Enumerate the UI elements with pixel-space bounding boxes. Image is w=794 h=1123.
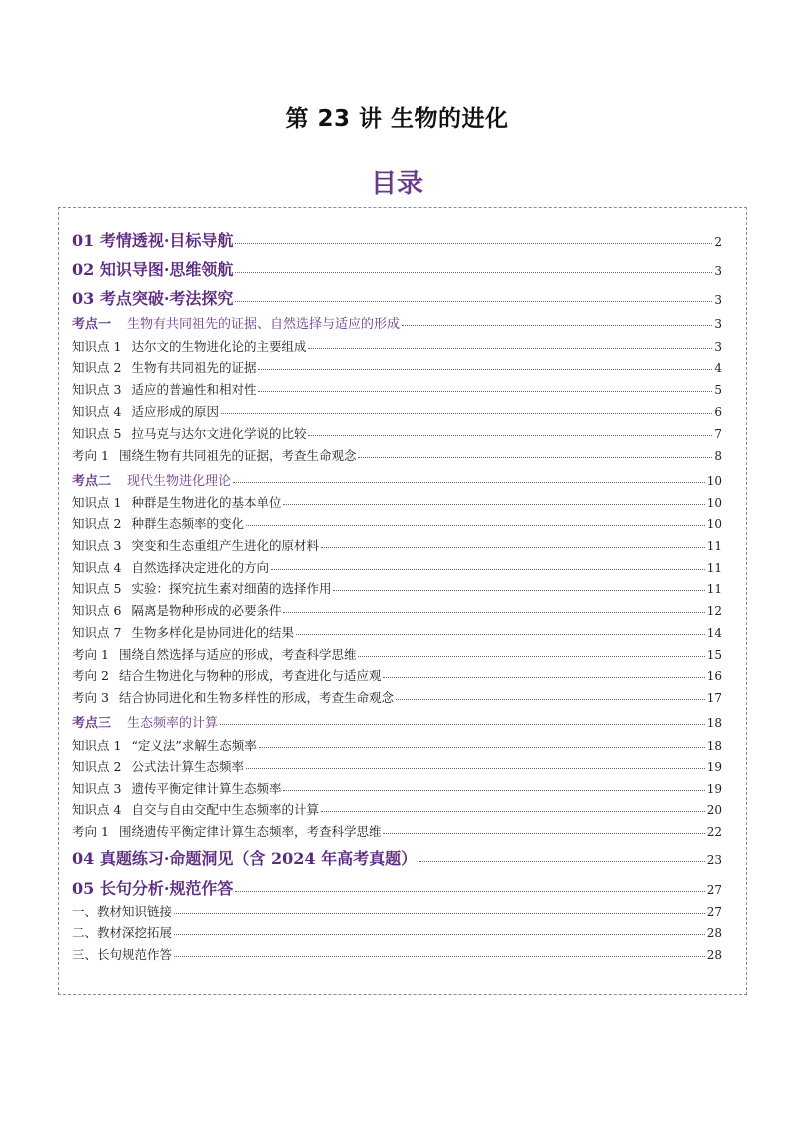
- toc-entry-prefix: 考点三: [72, 716, 112, 731]
- toc-entry-prefix: 01 考情透视·目标导航: [72, 231, 234, 250]
- toc-entry-text: 遗传平衡定律计算生态频率: [131, 781, 282, 796]
- toc-entry-text: 生物有共同祖先的证据: [131, 360, 257, 375]
- toc-entry-label: [72, 645, 356, 663]
- toc-page-number: 28: [706, 948, 722, 962]
- toc-entry[interactable]: [72, 558, 722, 576]
- toc-entry-text: 拉马克与达尔文进化学说的比较: [131, 426, 307, 441]
- toc-entry[interactable]: [72, 902, 722, 920]
- toc-leader-dots: [221, 413, 712, 414]
- toc-entry-label: [72, 470, 231, 489]
- toc-entry-text: 自然选择决定进化的方向: [131, 560, 269, 575]
- toc-leader-dots: [174, 934, 705, 935]
- toc-leader-dots: [271, 569, 705, 570]
- toc-entry-text: 围绕自然选择与适应的形成，考查科学思维: [118, 647, 357, 662]
- toc-entry[interactable]: [72, 313, 722, 332]
- toc-entry-prefix: 知识点 3: [72, 781, 122, 796]
- toc-entry[interactable]: [72, 493, 722, 511]
- toc-leader-dots: [308, 348, 712, 349]
- toc-leader-dots: [283, 504, 704, 505]
- toc-entry-prefix: 知识点 4: [72, 802, 122, 817]
- toc-entry[interactable]: [72, 945, 722, 963]
- toc-entry-prefix: 考向 1: [72, 824, 109, 839]
- toc-entry-label: [72, 688, 394, 706]
- toc-entry[interactable]: [72, 757, 722, 775]
- toc-entry[interactable]: [72, 688, 722, 706]
- toc-entry-prefix: 知识点 5: [72, 426, 122, 441]
- toc-entry[interactable]: [72, 337, 722, 355]
- toc-leader-dots: [283, 790, 704, 791]
- toc-entry-prefix: 考点二: [72, 474, 112, 489]
- toc-page-number: 4: [714, 361, 722, 375]
- toc-entry[interactable]: [72, 876, 722, 899]
- toc-page-number: 19: [706, 760, 722, 774]
- toc-entry-label: [72, 514, 244, 532]
- toc-entry-text: 适应形成的原因: [131, 404, 219, 419]
- toc-leader-dots: [383, 833, 704, 834]
- toc-entry[interactable]: [72, 712, 722, 731]
- toc-leader-dots: [235, 301, 712, 302]
- toc-entry-label: [72, 337, 306, 355]
- toc-entry-label: [72, 286, 233, 309]
- toc-leader-dots: [246, 525, 705, 526]
- toc-entry[interactable]: [72, 923, 722, 941]
- toc-entry-prefix: 05 长句分析·规范作答: [72, 879, 234, 898]
- toc-entry[interactable]: [72, 536, 722, 554]
- toc-entry-label: [72, 228, 233, 251]
- toc-entry-text: 种群生态频率的变化: [131, 516, 244, 531]
- toc-entry-label: [72, 800, 319, 818]
- toc-entry-label: [72, 666, 381, 684]
- toc-leader-dots: [220, 724, 705, 725]
- toc-page-number: 20: [706, 803, 722, 817]
- toc-leader-dots: [246, 768, 705, 769]
- toc-entry[interactable]: [72, 470, 722, 489]
- toc-leader-dots: [419, 861, 705, 862]
- toc-entry-label: [72, 446, 356, 464]
- toc-entry-label: [72, 736, 257, 754]
- toc-entry[interactable]: [72, 779, 722, 797]
- toc-leader-dots: [258, 369, 712, 370]
- toc-leader-dots: [235, 272, 712, 273]
- toc-page-number: 5: [714, 383, 722, 397]
- toc-entry-prefix: 考向 3: [72, 690, 109, 705]
- toc-leader-dots: [308, 435, 712, 436]
- toc-entry-label: [72, 923, 172, 941]
- toc-entry-label: [72, 424, 306, 442]
- toc-entry-prefix: 知识点 2: [72, 360, 122, 375]
- toc-entry[interactable]: [72, 424, 722, 442]
- toc-entry-prefix: 知识点 1: [72, 495, 122, 510]
- toc-entry-prefix: 知识点 4: [72, 560, 122, 575]
- toc-entry-text: 达尔文的生物进化论的主要组成: [131, 339, 307, 354]
- toc-leader-dots: [333, 590, 704, 591]
- toc-entry-prefix: 考向 1: [72, 448, 109, 463]
- toc-page-number: 27: [706, 883, 722, 897]
- toc-entry-prefix: 知识点 2: [72, 516, 122, 531]
- toc-entry-label: [72, 757, 244, 775]
- toc-entry[interactable]: [72, 601, 722, 619]
- toc-entry-label: [72, 402, 219, 420]
- toc-leader-dots: [283, 612, 704, 613]
- toc-page-number: 17: [706, 691, 722, 705]
- toc-leader-dots: [258, 391, 712, 392]
- toc-entry-label: [72, 779, 281, 797]
- toc-entry-prefix: 知识点 4: [72, 404, 122, 419]
- toc-entry-text: 公式法计算生态频率: [131, 759, 244, 774]
- toc-entry-text: 适应的普遍性和相对性: [131, 382, 257, 397]
- toc-entry-label: [72, 846, 417, 869]
- toc-leader-dots: [402, 325, 712, 326]
- toc-leader-dots: [235, 891, 704, 892]
- toc-leader-dots: [321, 547, 705, 548]
- toc-entry-text: 隔离是物种形成的必要条件: [131, 603, 282, 618]
- toc-entry[interactable]: [72, 286, 722, 309]
- toc-entry-label: [72, 536, 319, 554]
- toc-page-number: 18: [706, 739, 722, 753]
- toc-entry[interactable]: [72, 645, 722, 663]
- toc-page-number: 8: [714, 449, 722, 463]
- toc-entry-label: [72, 380, 256, 398]
- toc-entry-label: [72, 945, 172, 963]
- toc-page-number: 12: [706, 604, 722, 618]
- toc-entry-prefix: 知识点 1: [72, 738, 122, 753]
- toc-entry-label: [72, 558, 269, 576]
- toc-entry-prefix: 考点一: [72, 317, 112, 332]
- toc-entry-text: 围绕生物有共同祖先的证据，考查生命观念: [118, 448, 357, 463]
- toc-entry-label: [72, 257, 233, 280]
- toc-page-number: 28: [706, 926, 722, 940]
- toc-leader-dots: [174, 956, 705, 957]
- toc-entry-prefix: 04 真题练习·命题洞见（含 2024 年高考真题）: [72, 849, 418, 868]
- toc-entry-prefix: 考向 1: [72, 647, 109, 662]
- toc-leader-dots: [396, 699, 705, 700]
- toc-entry-text: 现代生物进化理论: [127, 474, 232, 489]
- toc-entry-prefix: 知识点 3: [72, 538, 122, 553]
- toc-entry-label: [72, 623, 294, 641]
- toc-entry-prefix: 知识点 6: [72, 603, 122, 618]
- toc-entry-prefix: 二、教材深挖拓展: [72, 925, 173, 940]
- toc-page-number: 18: [706, 716, 722, 730]
- toc-page-number: 15: [706, 648, 722, 662]
- toc-leader-dots: [358, 656, 704, 657]
- toc-entry-prefix: 知识点 1: [72, 339, 122, 354]
- toc-entry[interactable]: [72, 800, 722, 818]
- toc-page-number: 10: [706, 496, 722, 510]
- toc-entry-text: 生物多样化是协同进化的结果: [131, 625, 294, 640]
- toc-entry-label: [72, 579, 331, 597]
- toc-entry-text: “定义法”求解生态频率: [131, 738, 257, 753]
- toc-page-number: 22: [706, 825, 722, 839]
- toc-entry-prefix: 知识点 7: [72, 625, 122, 640]
- toc-entry[interactable]: [72, 228, 722, 251]
- toc-entry-label: [72, 712, 218, 731]
- toc-entry-label: [72, 601, 281, 619]
- toc-entry-text: 生物有共同祖先的证据、自然选择与适应的形成: [127, 317, 401, 332]
- toc-entry-label: [72, 902, 172, 920]
- toc-entry-text: 生态频率的计算: [127, 716, 219, 731]
- toc-entry-prefix: 知识点 2: [72, 759, 122, 774]
- toc-entry-prefix: 考向 2: [72, 668, 109, 683]
- toc-entry-label: [72, 822, 381, 840]
- toc-entry[interactable]: [72, 822, 722, 840]
- toc-entry-prefix: 知识点 5: [72, 581, 122, 596]
- toc-entry[interactable]: [72, 514, 722, 532]
- toc-page-number: 10: [706, 474, 722, 488]
- toc-page-number: 14: [706, 626, 722, 640]
- toc-entry-label: [72, 358, 256, 376]
- toc-entry-text: 种群是生物进化的基本单位: [131, 495, 282, 510]
- toc-entry[interactable]: [72, 623, 722, 641]
- toc-entry[interactable]: [72, 380, 722, 398]
- toc-page-number: 10: [706, 517, 722, 531]
- toc-page-number: 11: [706, 561, 722, 575]
- toc-heading: 目录: [370, 169, 423, 199]
- toc-entry[interactable]: [72, 402, 722, 420]
- toc-entry[interactable]: [72, 846, 722, 869]
- toc-entry-text: 结合协同进化和生物多样性的形成，考查生命观念: [118, 690, 394, 705]
- toc-entry-text: 自交与自由交配中生态频率的计算: [131, 802, 319, 817]
- toc-leader-dots: [174, 913, 705, 914]
- toc-page-number: 3: [714, 264, 722, 278]
- toc-page-number: 7: [714, 427, 722, 441]
- toc-entry-text: 围绕遗传平衡定律计算生态频率，考查科学思维: [118, 824, 382, 839]
- toc-entry-label: [72, 876, 233, 899]
- toc-entry-prefix: 03 考点突破·考法探究: [72, 289, 234, 308]
- toc-entry-label: [72, 493, 281, 511]
- toc-leader-dots: [383, 677, 704, 678]
- toc-page-number: 16: [706, 669, 722, 683]
- toc-page-number: 19: [706, 782, 722, 796]
- toc-entry[interactable]: [72, 257, 722, 280]
- toc-entry-prefix: 一、教材知识链接: [72, 904, 173, 919]
- toc-leader-dots: [235, 243, 712, 244]
- toc-entry-text: 实验：探究抗生素对细菌的选择作用: [131, 581, 332, 596]
- toc-leader-dots: [233, 482, 705, 483]
- toc-entry[interactable]: [72, 446, 722, 464]
- toc-entry-prefix: 知识点 3: [72, 382, 122, 397]
- toc-page-number: 6: [714, 405, 722, 419]
- toc-entry-text: 结合生物进化与物种的形成，考查进化与适应观: [118, 668, 382, 683]
- toc-page-number: 11: [706, 539, 722, 553]
- toc-page-number: 23: [706, 853, 722, 867]
- toc-entry[interactable]: [72, 666, 722, 684]
- toc-page-number: 11: [706, 582, 722, 596]
- toc-page-number: 27: [706, 905, 722, 919]
- toc-leader-dots: [296, 634, 705, 635]
- toc-page-number: 2: [714, 235, 722, 249]
- toc-page-number: 3: [714, 293, 722, 307]
- toc-leader-dots: [358, 457, 712, 458]
- toc-entry-label: [72, 313, 400, 332]
- page-title: 第 23 讲 生物的进化: [285, 106, 509, 132]
- toc-entry[interactable]: [72, 358, 722, 376]
- toc-entry-text: 突变和生态重组产生进化的原材料: [131, 538, 319, 553]
- toc-entry-prefix: 三、长句规范作答: [72, 947, 173, 962]
- toc-entry[interactable]: [72, 579, 722, 597]
- toc-page-number: 3: [714, 340, 722, 354]
- toc-entry-prefix: 02 知识导图·思维领航: [72, 260, 234, 279]
- toc-leader-dots: [321, 811, 705, 812]
- toc-page-number: 3: [714, 317, 722, 331]
- toc-leader-dots: [259, 747, 705, 748]
- toc-entry[interactable]: [72, 736, 722, 754]
